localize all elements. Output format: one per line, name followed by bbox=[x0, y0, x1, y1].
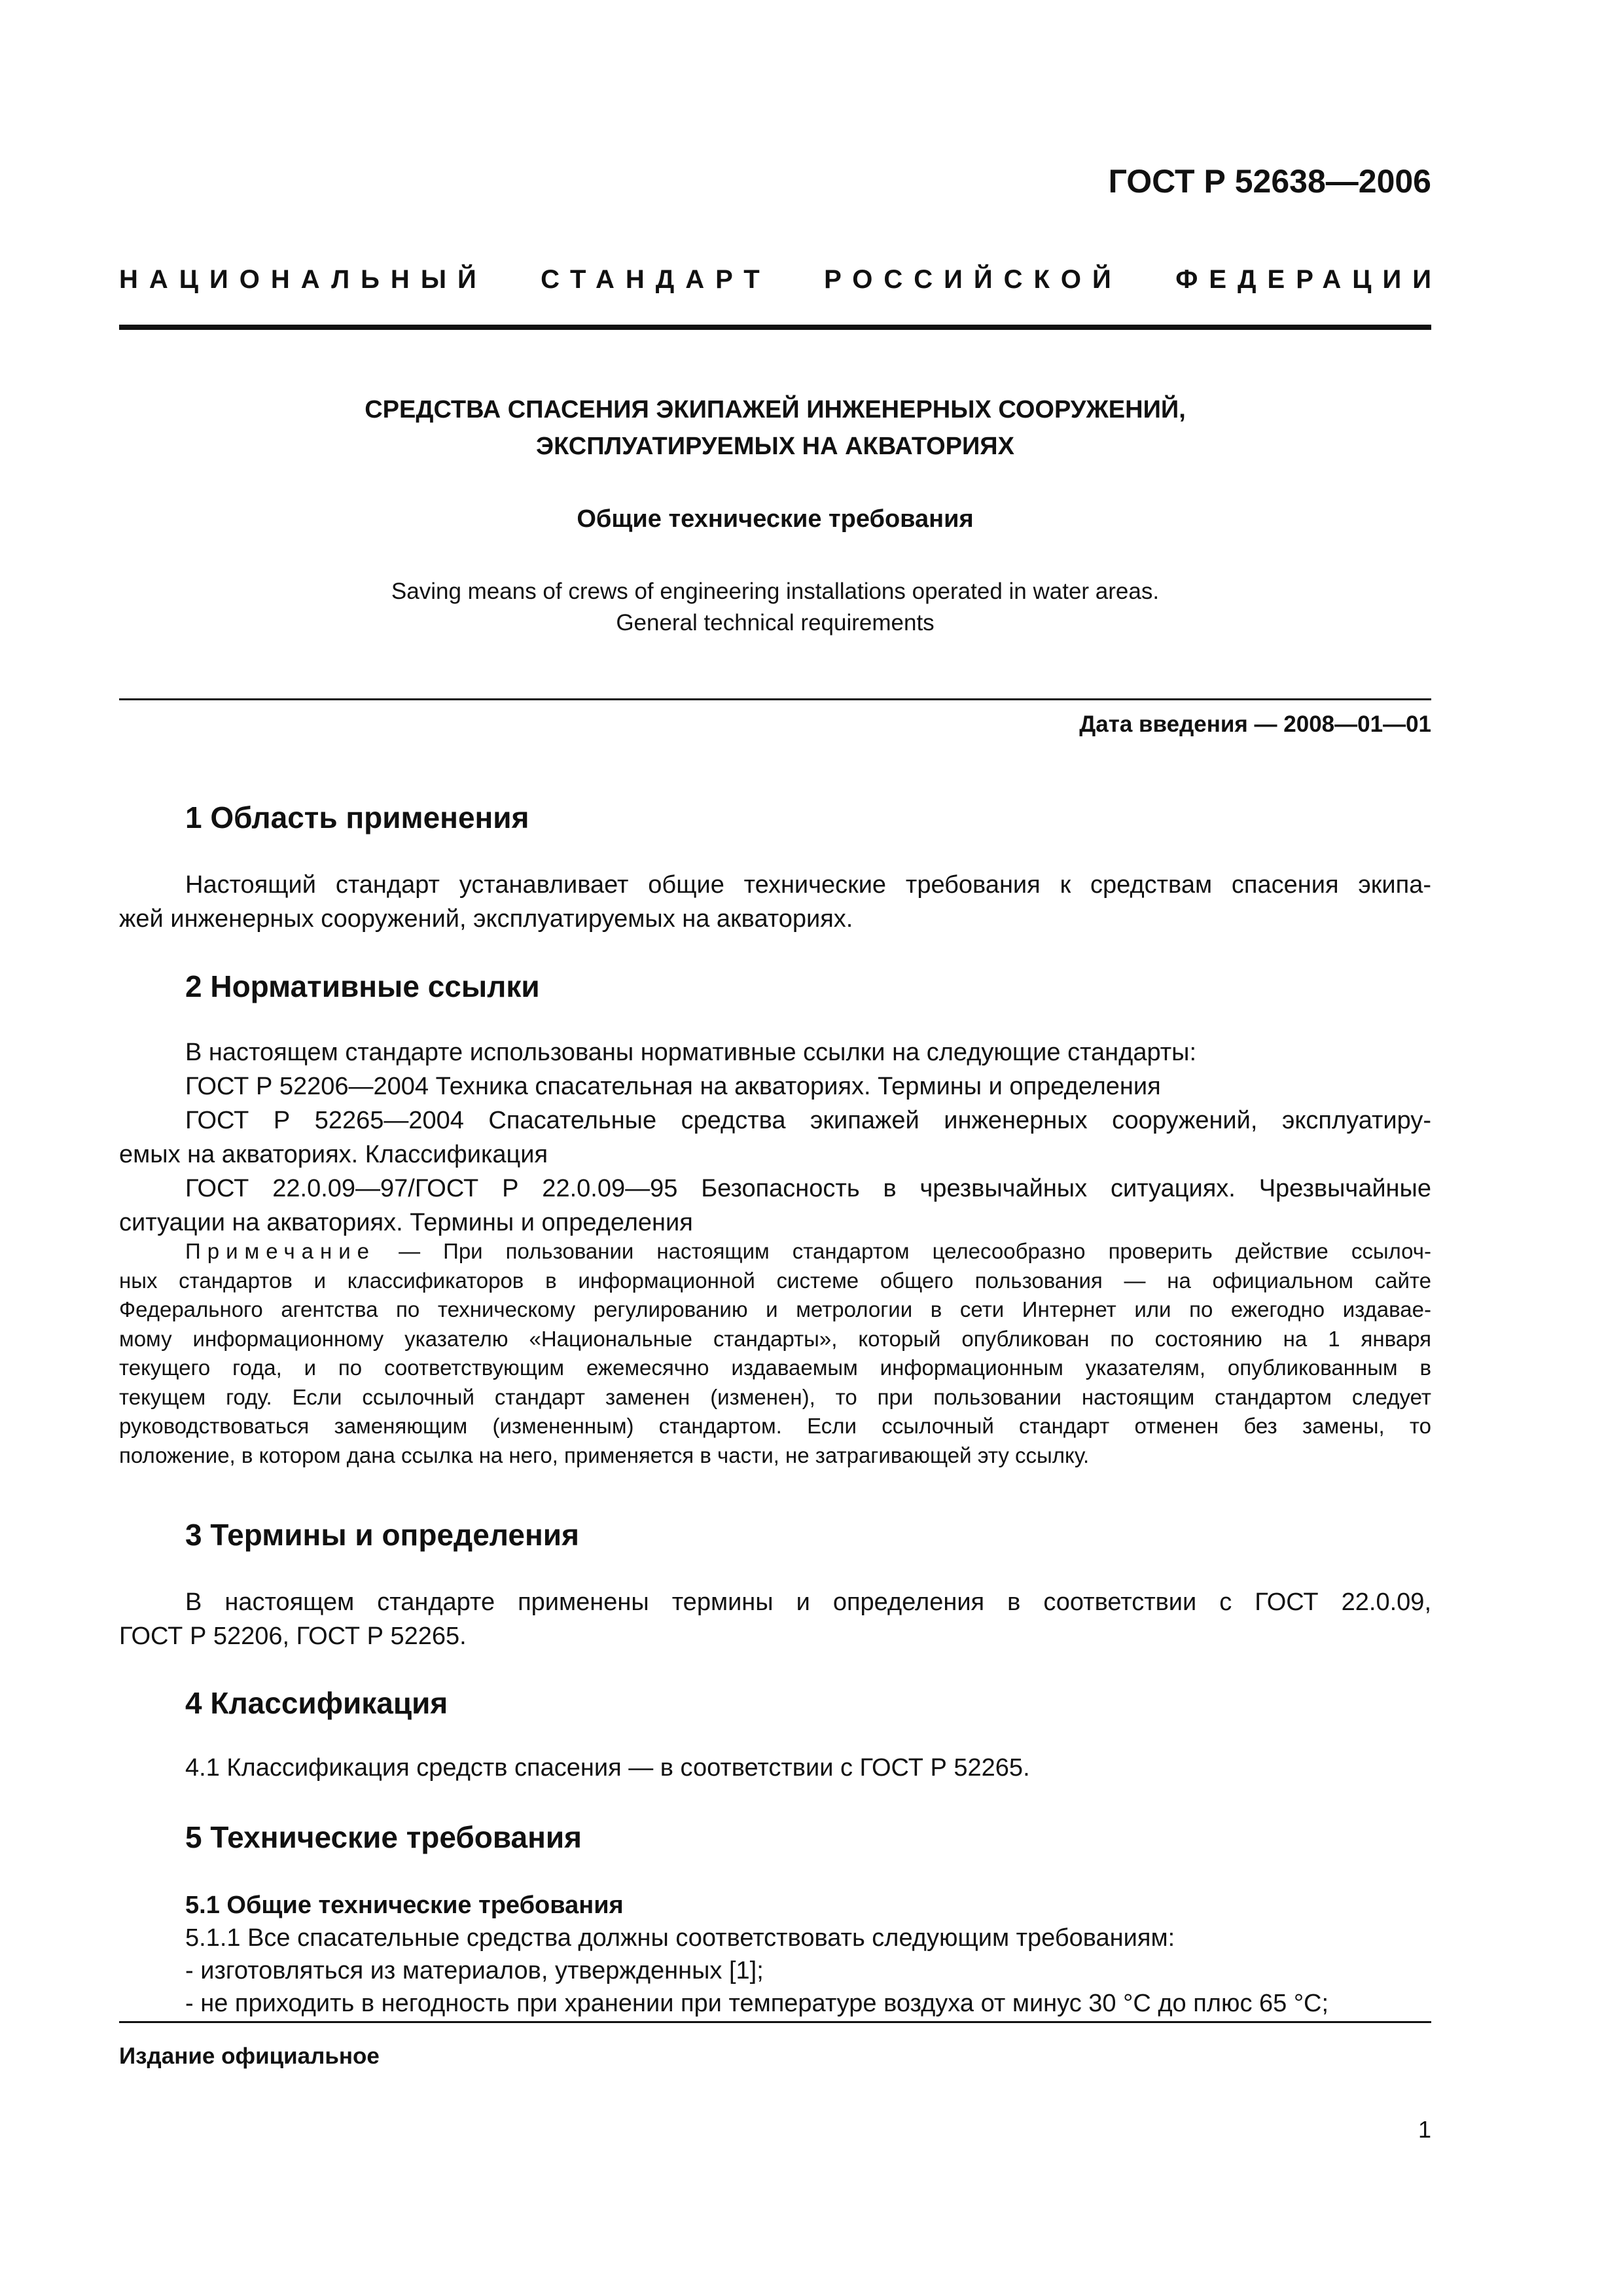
reference-2-line-1: ГОСТ Р 52265—2004 Спасательные средства экипажей инженерных сооружений, эксплуатиру- bbox=[185, 1107, 1431, 1134]
section-4-heading: 4 Классификация bbox=[185, 1686, 448, 1720]
section-1-heading: 1 Область применения bbox=[185, 800, 529, 834]
section-3-text bbox=[119, 1585, 1431, 1653]
section-1-line-2: жей инженерных сооружений, эксплуатируемых на акваториях. bbox=[119, 905, 853, 933]
section-3-line-2: ГОСТ Р 52206, ГОСТ Р 52265. bbox=[119, 1623, 467, 1650]
page-number: 1 bbox=[1418, 2116, 1431, 2143]
note-label: Примечание bbox=[185, 1239, 376, 1263]
banner-word: СТАНДАРТ bbox=[541, 265, 771, 294]
edition-label: Издание официальное bbox=[119, 2043, 380, 2069]
section-3-line-1: В настоящем стандарте применены термины и определения в соответствии с ГОСТ 22.0.09, bbox=[185, 1588, 1431, 1616]
banner-word: ФЕДЕРАЦИИ bbox=[1175, 265, 1442, 294]
document-subtitle: Общие технические требования bbox=[577, 505, 974, 533]
document-title bbox=[119, 391, 1431, 465]
section-5-1-heading: 5.1 Общие технические требования bbox=[185, 1892, 624, 1919]
requirement-bullet-1: - изготовляться из материалов, утвержденных [1]; bbox=[185, 1957, 764, 1984]
national-standard-banner bbox=[119, 265, 1442, 295]
reference-1: ГОСТ Р 52206—2004 Техника спасательная на акваториях. Термины и определения bbox=[185, 1073, 1161, 1100]
footer-rule bbox=[119, 2021, 1431, 2023]
note-line: мому информационному указателю «Национальные стандарты», который опубликован по состоянию на 1 января bbox=[119, 1326, 1431, 1351]
note-line: — При пользовании настоящим стандартом целесообразно проверить действие ссылоч- bbox=[376, 1239, 1431, 1263]
note-line: руководствоваться заменяющим (измененным) стандартом. Если ссылочный стандарт отменен без замены, то bbox=[119, 1414, 1431, 1438]
section-1-line-1: Настоящий стандарт устанавливает общие технические требования к средствам спасения экипа- bbox=[185, 871, 1431, 899]
header-rule bbox=[119, 325, 1431, 330]
english-title-line-1: Saving means of crews of engineering installations operated in water areas. bbox=[391, 579, 1160, 604]
note-line: положение, в котором дана ссылка на него, применяется в части, не затрагивающей эту ссылку. bbox=[119, 1443, 1090, 1467]
section-2-text bbox=[119, 1035, 1431, 1240]
note-line: текущем году. Если ссылочный стандарт заменен (изменен), то при пользовании настоящим стандартом следует bbox=[119, 1384, 1431, 1409]
note-line: текущего года, и по соответствующим ежемесячно издаваемым информационным указателям, опубликованным в bbox=[119, 1355, 1431, 1380]
reference-2-line-2: емых на акваториях. Классификация bbox=[119, 1141, 548, 1168]
title-line-1: СРЕДСТВА СПАСЕНИЯ ЭКИПАЖЕЙ ИНЖЕНЕРНЫХ СООРУЖЕНИЙ, bbox=[365, 396, 1186, 423]
section-3-heading: 3 Термины и определения bbox=[185, 1518, 579, 1552]
section-4-item: 4.1 Классификация средств спасения — в соответствии с ГОСТ Р 52265. bbox=[185, 1754, 1030, 1782]
banner-word: РОССИЙСКОЙ bbox=[824, 265, 1122, 294]
english-title-line-2: General technical requirements bbox=[616, 610, 935, 636]
title-line-2: ЭКСПЛУАТИРУЕМЫХ НА АКВАТОРИЯХ bbox=[536, 433, 1014, 460]
section-2-heading: 2 Нормативные ссылки bbox=[185, 969, 540, 1003]
banner-word: НАЦИОНАЛЬНЫЙ bbox=[119, 265, 488, 294]
note-line: Федерального агентства по техническому регулированию и метрологии в сети Интернет или по ежегодно издавае- bbox=[119, 1297, 1431, 1321]
date-of-introduction: Дата введения — 2008—01—01 bbox=[1079, 711, 1431, 737]
title-rule bbox=[119, 698, 1431, 700]
standard-designation: ГОСТ Р 52638—2006 bbox=[1108, 163, 1431, 200]
english-title bbox=[119, 576, 1431, 639]
requirement-bullet-2: - не приходить в негодность при хранении при температуре воздуха от минус 30 °С до плюс 65 °С; bbox=[185, 1990, 1329, 2017]
reference-3-line-1: ГОСТ 22.0.09—97/ГОСТ Р 22.0.09—95 Безопасность в чрезвычайных ситуациях. Чрезвычайные bbox=[185, 1175, 1431, 1202]
note-line: ных стандартов и классификаторов в информационной системе общего пользования — на официальном сайте bbox=[119, 1268, 1431, 1293]
section-5-heading: 5 Технические требования bbox=[185, 1820, 582, 1854]
section-2-intro: В настоящем стандарте использованы нормативные ссылки на следующие стандарты: bbox=[185, 1039, 1197, 1066]
section-5-1-1-item: 5.1.1 Все спасательные средства должны соответствовать следующим требованиям: bbox=[185, 1924, 1175, 1952]
reference-3-line-2: ситуации на акваториях. Термины и определения bbox=[119, 1209, 693, 1236]
note-block bbox=[119, 1237, 1431, 1470]
section-1-text bbox=[119, 868, 1431, 936]
